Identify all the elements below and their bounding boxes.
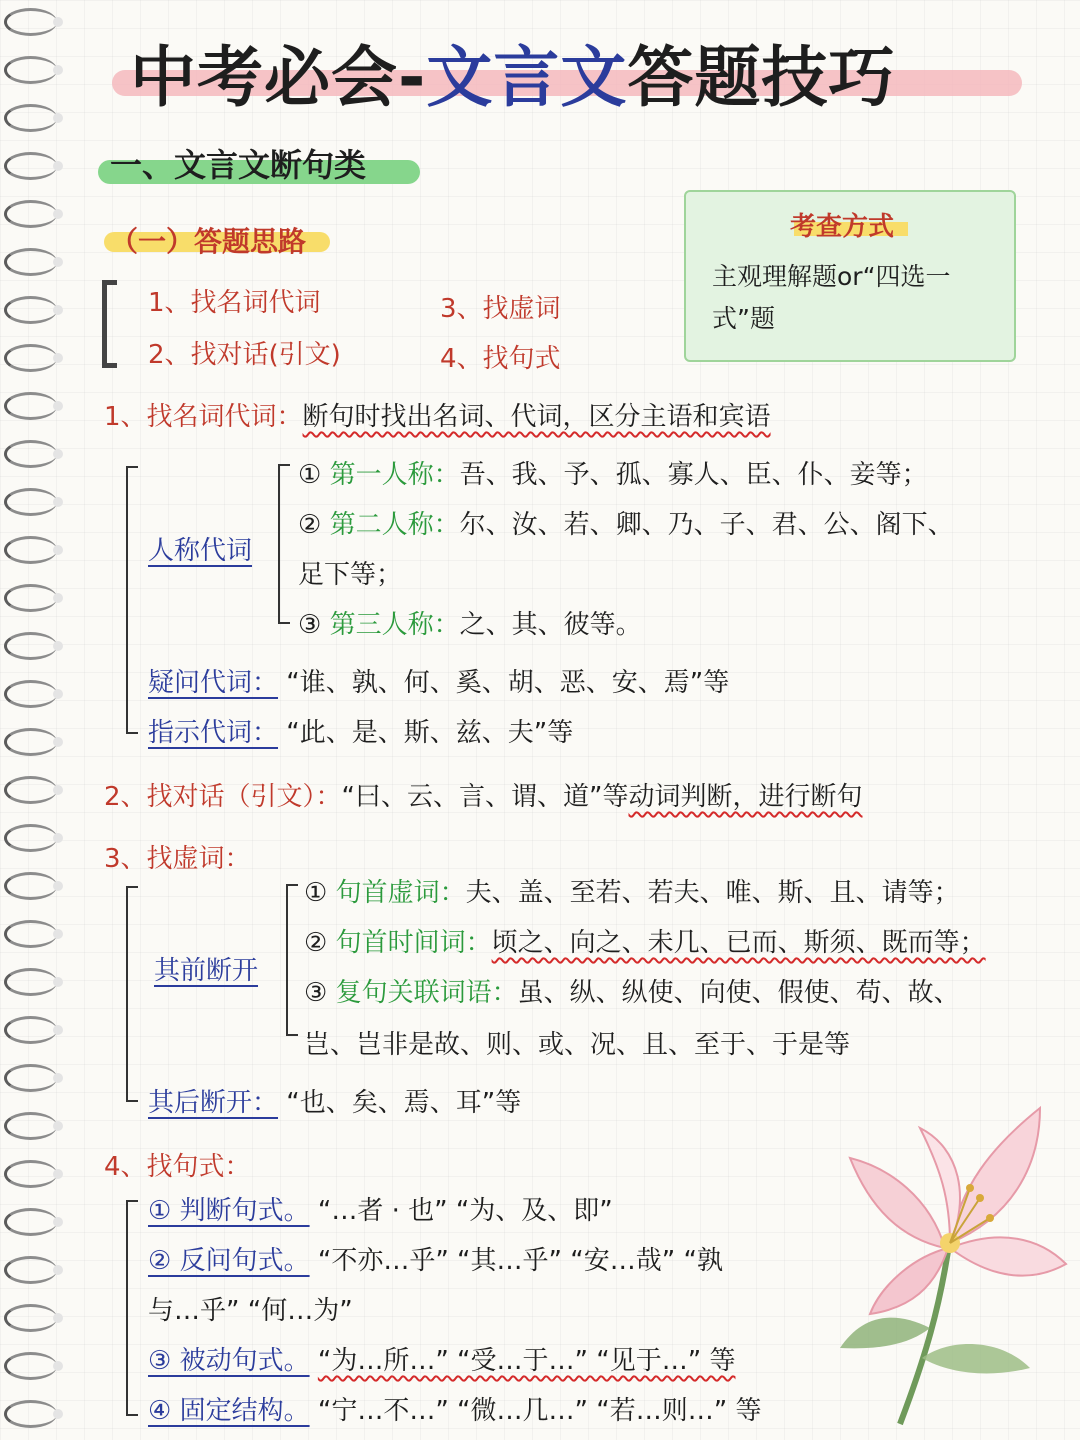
spiral-ring-icon (4, 56, 57, 84)
inner-bracket-3 (286, 884, 288, 1034)
subsection-title: （一）答题思路 (110, 225, 307, 258)
spiral-ring-icon (4, 104, 57, 132)
pattern-label-3: ③ 被动句式。 (148, 1346, 310, 1376)
page-title (130, 24, 895, 119)
bracket-tick (286, 884, 298, 886)
pattern-label-4: ④ 固定结构。 (148, 1396, 310, 1426)
point-1 (104, 396, 771, 433)
point-3-head: 3、找虚词： (104, 844, 251, 874)
conjunction-head: 复句关联词语： (335, 978, 518, 1008)
spiral-ring-icon (4, 248, 57, 276)
pattern-label-2: ② 反问句式。 (148, 1246, 310, 1276)
spiral-ring-icon (4, 1160, 57, 1188)
second-person-head: 第二人称： (329, 510, 460, 540)
spiral-ring-icon (4, 296, 57, 324)
point-2-head: 2、找对话（引文）： (104, 782, 342, 812)
spiral-ring-icon (4, 1016, 57, 1044)
bracket-tick (278, 622, 290, 624)
bracket-tick (278, 464, 290, 466)
interrogative-label: 疑问代词： (148, 668, 279, 698)
title-part-3: 答题技巧 (627, 39, 896, 116)
conjunction-text: 虽、纵、纵使、向使、假使、苟、故、 (517, 978, 960, 1008)
first-person-row (298, 454, 928, 491)
spiral-ring-icon (4, 920, 57, 948)
spiral-ring-icon (4, 392, 57, 420)
spiral-ring-icon (4, 1352, 57, 1380)
thinking-item-4: 4、找句式 (440, 344, 561, 374)
pattern-row-2-cont: 与…乎” “何…为” (148, 1296, 353, 1326)
point-2-text: “曰、云、言、谓、道”等 (341, 782, 629, 812)
outer-bracket-4 (126, 1200, 128, 1414)
spiral-ring-icon (4, 1400, 57, 1428)
point-1-head: 1、找名词代词： (104, 402, 303, 432)
third-person-head: 第三人称： (329, 610, 460, 640)
num-2: ② (298, 510, 322, 540)
spiral-ring-icon (4, 1064, 57, 1092)
outer-bracket-3 (126, 886, 128, 1100)
before-break-label: 其前断开 (154, 956, 259, 986)
pattern-text-4: “宁…不…” “微…几…” “若…则…” 等 (317, 1396, 762, 1426)
title-part-1: 中考必会- (130, 39, 427, 116)
spiral-ring-icon (4, 536, 57, 564)
demonstrative-row (148, 712, 573, 749)
bracket-tick (126, 1100, 138, 1102)
third-person-row (298, 604, 642, 641)
bracket-tick (126, 1414, 138, 1416)
spiral-ring-icon (4, 1112, 57, 1140)
lily-flower-icon (830, 1088, 1070, 1428)
spiral-ring-icon (4, 344, 57, 372)
sentence-initial-text: 夫、盖、至若、若夫、唯、斯、且、请等； (465, 878, 960, 908)
thinking-item-2: 2、找对话(引文) (148, 340, 341, 370)
pattern-label-1: ① 判断句式。 (148, 1196, 310, 1226)
pattern-row-1 (148, 1190, 613, 1227)
list-bracket (102, 280, 117, 368)
pattern-row-3 (148, 1340, 735, 1377)
thinking-item-3: 3、找虚词 (440, 294, 561, 324)
pattern-row-4 (148, 1390, 761, 1427)
spiral-ring-icon (4, 1208, 57, 1236)
spiral-ring-icon (4, 488, 57, 516)
demonstrative-text: “此、是、斯、兹、夫”等 (286, 718, 574, 748)
pattern-text-1: “…者 · 也” “为、及、即” (317, 1196, 613, 1226)
bracket-tick (126, 466, 138, 468)
spiral-ring-icon (4, 872, 57, 900)
point-4-head: 4、找句式： (104, 1152, 251, 1182)
spiral-ring-icon (4, 824, 57, 852)
first-person-head: 第一人称： (329, 460, 460, 490)
conjunction-row (304, 972, 960, 1009)
pattern-row-2 (148, 1240, 723, 1277)
sentence-initial-row (304, 872, 960, 909)
personal-pronoun-label: 人称代词 (148, 536, 253, 566)
bracket-tick (126, 886, 138, 888)
bracket-tick (286, 1034, 298, 1036)
time-word-text: 顷之、向之、未几、已而、斯须、既而等； (491, 928, 986, 958)
point-1-desc: 断句时找出名词、代词，区分主语和宾语 (302, 402, 771, 432)
bracket-tick (126, 1200, 138, 1202)
num-3: ③ (298, 610, 322, 640)
sentence-initial-head: 句首虚词： (335, 878, 466, 908)
num-3: ③ (304, 978, 328, 1008)
spiral-ring-icon (4, 1304, 57, 1332)
box-title: 考查方式 (790, 212, 895, 242)
point-2-wavy: 动词判断，进行断句 (628, 782, 863, 812)
after-break-row (148, 1082, 521, 1119)
pattern-text-3: “为…所…” “受…于…” “见于…” 等 (317, 1346, 736, 1376)
second-person-text: 尔、汝、若、卿、乃、子、君、公、阁下、 (459, 510, 954, 540)
demonstrative-label: 指示代词： (148, 718, 279, 748)
point-2 (104, 776, 863, 813)
box-text: 主观理解题or“四选一式”题 (712, 262, 951, 333)
num-1: ① (298, 460, 322, 490)
after-break-text: “也、矣、焉、耳”等 (286, 1088, 522, 1118)
time-word-row (304, 922, 986, 959)
spiral-ring-icon (4, 8, 57, 36)
num-2: ② (304, 928, 328, 958)
conjunction-cont: 岂、岂非是故、则、或、况、且、至于、于是等 (304, 1030, 851, 1060)
spiral-ring-icon (4, 1256, 57, 1284)
inner-bracket-1 (278, 464, 280, 622)
spiral-ring-icon (4, 440, 57, 468)
interrogative-text: “谁、孰、何、奚、胡、恶、安、焉”等 (286, 668, 730, 698)
spiral-binding-icon (0, 0, 62, 1440)
outer-bracket-1 (126, 466, 128, 732)
spiral-ring-icon (4, 728, 57, 756)
bracket-tick (126, 732, 138, 734)
after-break-label: 其后断开： (148, 1088, 279, 1118)
spiral-ring-icon (4, 152, 57, 180)
pattern-text-2: “不亦…乎” “其…乎” “安…哉” “孰 (317, 1246, 723, 1276)
spiral-ring-icon (4, 968, 57, 996)
exam-method-box (684, 190, 1016, 362)
spiral-ring-icon (4, 632, 57, 660)
second-person-cont: 足下等； (298, 560, 403, 590)
title-part-2: 文言文 (426, 39, 628, 116)
spiral-ring-icon (4, 776, 57, 804)
thinking-item-1: 1、找名词代词 (148, 288, 321, 318)
spiral-ring-icon (4, 680, 57, 708)
spiral-ring-icon (4, 200, 57, 228)
time-word-head: 句首时间词： (335, 928, 492, 958)
spiral-ring-icon (4, 584, 57, 612)
second-person-row (298, 504, 954, 541)
interrogative-row (148, 662, 729, 699)
first-person-text: 吾、我、予、孤、寡人、臣、仆、妾等； (459, 460, 928, 490)
section-title: 一、文言文断句类 (110, 146, 367, 184)
num-1: ① (304, 878, 328, 908)
third-person-text: 之、其、彼等。 (459, 610, 642, 640)
